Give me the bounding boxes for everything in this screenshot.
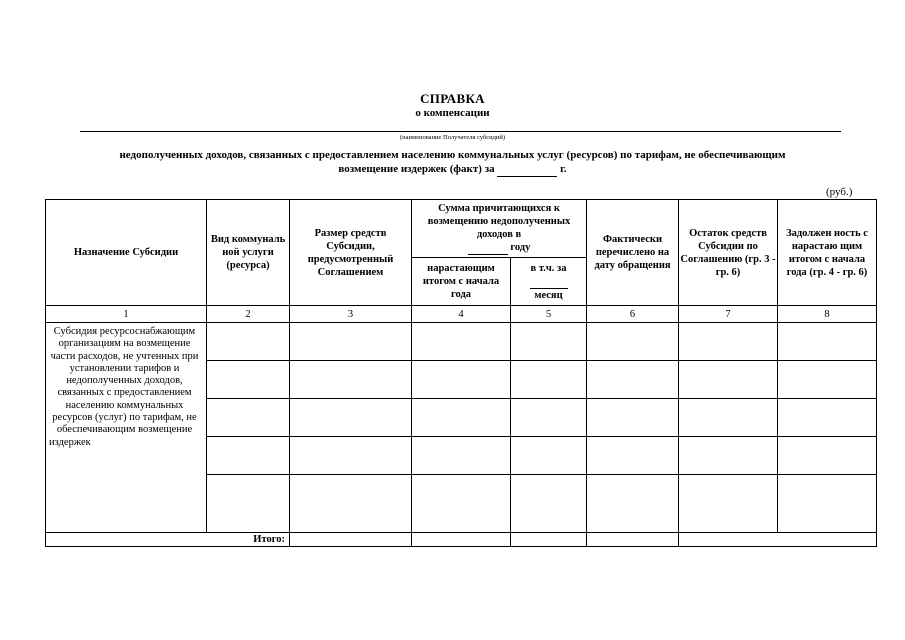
col-number: 6 <box>587 306 679 323</box>
subtitle-line-2b: г. <box>560 163 567 175</box>
data-cell[interactable] <box>679 437 778 475</box>
col-number: 4 <box>412 306 511 323</box>
data-cell[interactable] <box>511 437 587 475</box>
header-month <box>511 258 587 306</box>
col-number: 8 <box>778 306 877 323</box>
data-cell[interactable] <box>290 399 412 437</box>
col-number: 2 <box>207 306 290 323</box>
data-cell[interactable] <box>587 437 679 475</box>
table-row <box>46 323 877 361</box>
data-cell[interactable] <box>679 323 778 361</box>
data-cell[interactable] <box>778 399 877 437</box>
data-cell[interactable] <box>412 437 511 475</box>
year-blank <box>468 241 508 255</box>
data-cell[interactable] <box>290 475 412 533</box>
header-actually-transferred: Фактически перечислено на дату обращения <box>587 200 679 306</box>
data-cell[interactable] <box>511 475 587 533</box>
header-month-label: месяц <box>534 289 563 301</box>
col-number: 7 <box>679 306 778 323</box>
data-cell[interactable] <box>587 475 679 533</box>
data-cell[interactable] <box>511 323 587 361</box>
header-due-amount-text: Сумма причитающихся к возмещению недополученных доходов в <box>427 203 571 240</box>
header-subsidy-amount: Размер средств Субсидии, предусмотренный Соглашением <box>290 200 412 306</box>
period-blank <box>497 162 557 177</box>
document-title: СПРАВКА <box>420 91 485 106</box>
total-cell[interactable] <box>679 533 877 547</box>
col-number: 1 <box>46 306 207 323</box>
data-cell[interactable] <box>207 323 290 361</box>
total-cell[interactable] <box>290 533 412 547</box>
total-label: Итого: <box>46 533 290 547</box>
data-cell[interactable] <box>207 361 290 399</box>
data-cell[interactable] <box>207 437 290 475</box>
total-cell[interactable] <box>511 533 587 547</box>
data-cell[interactable] <box>679 399 778 437</box>
month-blank <box>530 275 568 289</box>
data-cell[interactable] <box>412 399 511 437</box>
column-number-row <box>46 306 877 323</box>
col-number: 3 <box>290 306 412 323</box>
header-remaining-funds: Остаток средств Субсидии по Соглашению (гр. 3 - гр. 6) <box>679 200 778 306</box>
data-cell[interactable] <box>511 361 587 399</box>
data-cell[interactable] <box>290 323 412 361</box>
data-cell[interactable] <box>511 399 587 437</box>
data-cell[interactable] <box>290 361 412 399</box>
subtitle-line-1: недополученных доходов, связанных с предоставлением населению коммунальных услуг (ресурсов) по тарифам, не обеспечивающим <box>119 149 786 161</box>
data-cell[interactable] <box>679 361 778 399</box>
subsidy-table <box>45 199 877 547</box>
data-cell[interactable] <box>207 399 290 437</box>
header-due-amount-year: году <box>510 242 531 253</box>
data-cell[interactable] <box>412 361 511 399</box>
header-cumulative: нарастающим итогом с начала года <box>412 258 511 306</box>
document-subtitle <box>30 148 875 177</box>
data-cell[interactable] <box>587 399 679 437</box>
data-cell[interactable] <box>778 437 877 475</box>
recipient-name-line <box>80 131 841 132</box>
data-cell[interactable] <box>778 323 877 361</box>
data-cell[interactable] <box>412 323 511 361</box>
subsidy-description: Субсидия ресурсоснабжающим организациям на возмещение части расходов, не учтенных при установлении тарифов и недополученных доходов, связанных с предоставлением населению коммунальных ресурсов (услуг) по тарифам, не обеспечивающим возмещение издержек <box>46 323 207 533</box>
document-title-2: о компенсации <box>415 107 490 119</box>
recipient-name-caption: (наименование Получателя субсидий) <box>399 134 506 141</box>
header-purpose: Назначение Субсидии <box>46 200 207 306</box>
total-cell[interactable] <box>587 533 679 547</box>
data-cell[interactable] <box>679 475 778 533</box>
data-cell[interactable] <box>778 475 877 533</box>
header-service-type: Вид коммуналь ной услуги (ресурса) <box>207 200 290 306</box>
col-number: 5 <box>511 306 587 323</box>
data-cell[interactable] <box>587 361 679 399</box>
subtitle-line-2a: возмещение издержек (факт) за <box>338 163 495 175</box>
data-cell[interactable] <box>778 361 877 399</box>
header-debt: Задолжен ность с нарастаю щим итогом с начала года (гр. 4 - гр. 6) <box>778 200 877 306</box>
header-due-amount <box>412 200 587 258</box>
data-cell[interactable] <box>587 323 679 361</box>
data-cell[interactable] <box>207 475 290 533</box>
data-cell[interactable] <box>412 475 511 533</box>
data-cell[interactable] <box>290 437 412 475</box>
currency-unit: (руб.) <box>826 186 853 198</box>
total-row <box>46 533 877 547</box>
total-cell[interactable] <box>412 533 511 547</box>
header-month-prefix: в т.ч. за <box>530 262 567 274</box>
